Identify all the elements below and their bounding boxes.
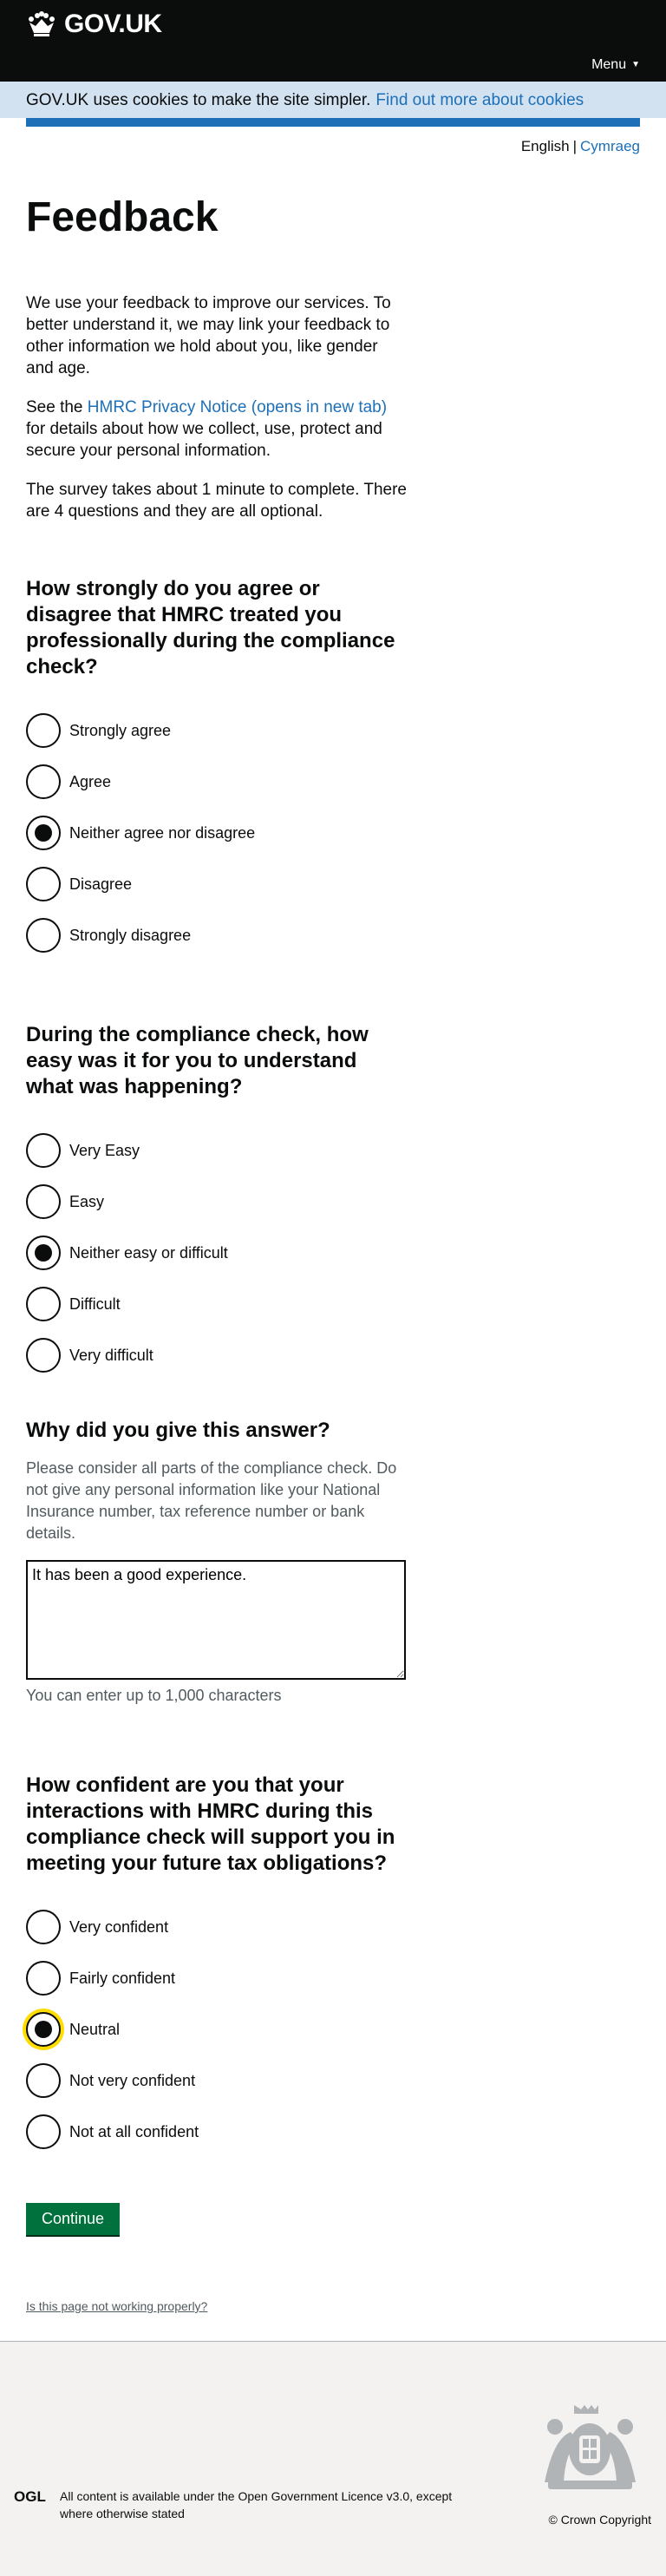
radio-label: Difficult xyxy=(69,1295,121,1313)
caret-down-icon: ▼ xyxy=(631,60,640,69)
radio-circle[interactable] xyxy=(26,1184,61,1219)
site-footer xyxy=(0,2341,666,2576)
radio-not-at-all-confident[interactable] xyxy=(26,2114,405,2149)
radio-circle[interactable] xyxy=(26,1910,61,1944)
radio-circle[interactable] xyxy=(26,1961,61,1996)
language-cymraeg-link[interactable]: Cymraeg xyxy=(580,138,640,154)
crown-copyright[interactable]: © Crown Copyright xyxy=(548,2513,651,2527)
intro-2-after: for details about how we collect, use, protect and secure your personal information. xyxy=(26,420,382,460)
radio-label: Not very confident xyxy=(69,2071,196,2089)
menu-button[interactable] xyxy=(591,54,640,75)
radio-label: Neither easy or difficult xyxy=(69,1243,228,1262)
radio-circle[interactable] xyxy=(26,867,61,901)
cookie-link[interactable]: Find out more about cookies xyxy=(375,90,584,109)
radio-agree[interactable] xyxy=(26,764,405,799)
radio-circle[interactable] xyxy=(26,713,61,748)
radio-label: Very Easy xyxy=(69,1141,140,1159)
radio-not-very-confident[interactable] xyxy=(26,2063,405,2098)
menu-label: Menu xyxy=(591,57,627,72)
page-title: Feedback xyxy=(26,194,219,240)
radio-label: Fairly confident xyxy=(69,1969,176,1987)
intro-paragraph-3: The survey takes about 1 minute to complete. There are 4 questions and they are all optional. xyxy=(26,481,407,521)
ogl-licence-link[interactable]: Open Government Licence v3.0 xyxy=(238,2489,410,2503)
ogl-logo-icon xyxy=(14,2488,52,2510)
radio-label: Neither agree nor disagree xyxy=(69,823,256,842)
radio-label: Very confident xyxy=(69,1917,169,1936)
question-3-heading: Why did you give this answer? xyxy=(26,1419,330,1442)
continue-button[interactable]: Continue xyxy=(26,2203,120,2235)
question-1-options xyxy=(26,713,405,953)
radio-disagree[interactable] xyxy=(26,867,405,901)
radio-circle[interactable] xyxy=(26,1287,61,1321)
radio-circle-selected[interactable] xyxy=(26,816,61,850)
govuk-logo-link[interactable] xyxy=(26,9,162,40)
character-count-hint: You can enter up to 1,000 characters xyxy=(26,1687,282,1704)
intro-paragraph-2 xyxy=(26,397,408,462)
radio-neither-easy-or-difficult[interactable] xyxy=(26,1236,405,1270)
cookie-text: GOV.UK uses cookies to make the site simpler. xyxy=(26,90,371,109)
radio-neutral[interactable] xyxy=(26,2012,405,2047)
radio-strongly-disagree[interactable] xyxy=(26,918,405,953)
question-1-heading: How strongly do you agree or disagree that HMRC treated you professionally during the compliance check? xyxy=(26,577,395,678)
radio-label: Very difficult xyxy=(69,1346,153,1364)
radio-circle[interactable] xyxy=(26,918,61,953)
radio-very-confident[interactable] xyxy=(26,1910,405,1944)
question-2-heading: During the compliance check, how easy was it for you to understand what was happening? xyxy=(26,1023,369,1098)
report-problem-link[interactable]: Is this page not working properly? xyxy=(26,2299,208,2313)
radio-easy[interactable] xyxy=(26,1184,405,1219)
question-2-options xyxy=(26,1133,405,1373)
ogl-logo-text: OGL xyxy=(14,2488,46,2504)
intro-2-before: See the xyxy=(26,398,83,416)
radio-circle-selected[interactable] xyxy=(26,1236,61,1270)
reason-textarea[interactable] xyxy=(26,1560,406,1680)
intro-paragraph-1: We use your feedback to improve our services. To better understand it, we may link your feedback to other information we hold about you, like gender and age. xyxy=(26,294,391,377)
header-divider xyxy=(26,118,640,127)
privacy-notice-link[interactable]: HMRC Privacy Notice (opens in new tab) xyxy=(87,398,388,416)
language-switcher xyxy=(0,127,666,157)
question-professionalism xyxy=(26,576,405,953)
question-4-heading: How confident are you that your interactions with HMRC during this compliance check will support you in meeting your future tax obligations? xyxy=(26,1773,395,1875)
radio-label: Neutral xyxy=(69,2020,121,2038)
radio-neither-agree-nor-disagree[interactable] xyxy=(26,816,405,850)
question-3-hint: Please consider all parts of the compliance check. Do not give any personal information like your National Insurance number, tax reference number or bank details. xyxy=(26,1459,397,1542)
radio-label: Strongly disagree xyxy=(69,926,192,944)
radio-difficult[interactable] xyxy=(26,1287,405,1321)
question-4-options xyxy=(26,1910,405,2149)
main-content xyxy=(0,195,431,2317)
question-reason xyxy=(26,1418,405,1707)
radio-label: Disagree xyxy=(69,875,133,893)
radio-label: Easy xyxy=(69,1192,105,1210)
language-separator: | xyxy=(572,138,578,154)
language-current: English xyxy=(520,138,570,154)
radio-label: Agree xyxy=(69,772,112,790)
radio-circle[interactable] xyxy=(26,2063,61,2098)
radio-circle[interactable] xyxy=(26,1338,61,1373)
logo-text: GOV.UK xyxy=(64,10,162,38)
radio-fairly-confident[interactable] xyxy=(26,1961,405,1996)
radio-very-difficult[interactable] xyxy=(26,1338,405,1373)
site-header xyxy=(0,0,666,82)
question-confidence xyxy=(26,1773,405,2149)
licence-text xyxy=(60,2488,476,2522)
royal-coat-of-arms-icon xyxy=(536,2404,644,2499)
radio-circle[interactable] xyxy=(26,1133,61,1168)
crown-icon xyxy=(26,10,57,38)
radio-label: Strongly agree xyxy=(69,721,172,739)
radio-strongly-agree[interactable] xyxy=(26,713,405,748)
radio-label: Not at all confident xyxy=(69,2122,199,2140)
radio-circle-selected[interactable] xyxy=(26,2012,61,2047)
radio-very-easy[interactable] xyxy=(26,1133,405,1168)
question-understanding xyxy=(26,1022,405,1373)
licence-before: All content is available under the xyxy=(60,2489,235,2503)
licence-after: , except where otherwise stated xyxy=(60,2489,453,2520)
radio-circle[interactable] xyxy=(26,2114,61,2149)
radio-circle[interactable] xyxy=(26,764,61,799)
cookie-banner xyxy=(0,82,666,118)
